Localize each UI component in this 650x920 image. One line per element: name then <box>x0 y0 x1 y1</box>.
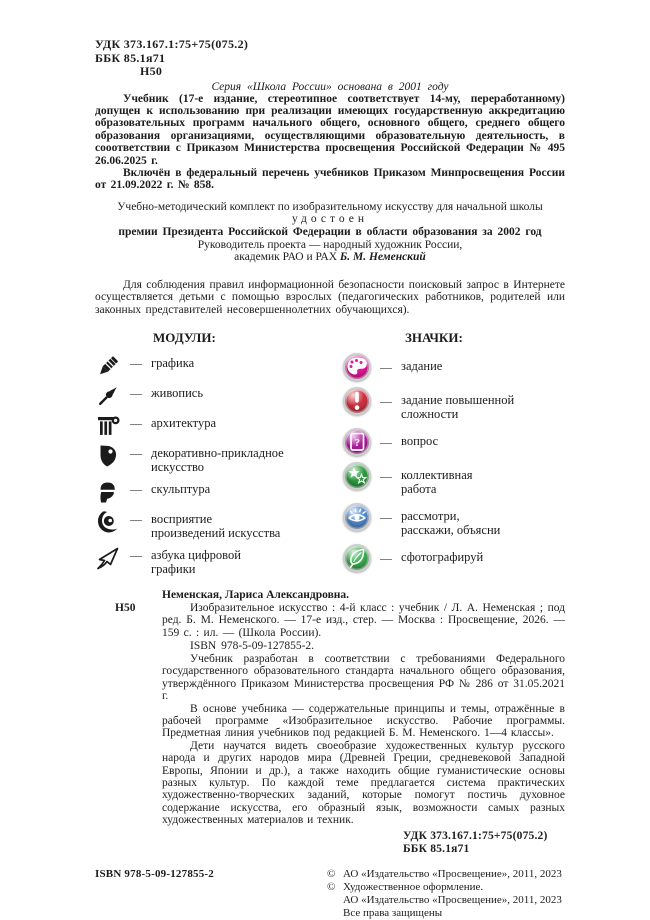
dash: — <box>130 511 142 526</box>
classification-codes <box>95 38 565 79</box>
module-label: декоративно-прикладное искусство <box>151 445 284 475</box>
project-lead-line: Руководитель проекта — народный художник России, <box>197 238 463 251</box>
badge-item <box>343 387 565 422</box>
dash: — <box>130 415 142 430</box>
eye-icon <box>95 509 121 535</box>
award-line-2: удостоен <box>291 213 369 226</box>
legend-section <box>95 330 565 581</box>
academic-line <box>95 251 565 264</box>
copyright-row: © АО «Издательство «Просвещение», 2011, 2023 <box>327 867 562 880</box>
safety-paragraph: Для соблюдения правил информационной безопасности поисковый запрос в Интернете осуществляется детьми с помощью взрослых (педагогических работников, родителей или законных представителей несовершеннолетних обучающихся). <box>95 278 565 316</box>
stars-badge-icon <box>343 462 371 490</box>
bbk-code: ББК 85.1я71 <box>95 50 166 65</box>
badge-item <box>343 353 565 381</box>
udk-code-bottom: УДК 373.167.1:75+75(075.2) <box>403 829 548 842</box>
admission-paragraph: Учебник (17-е издание, стереотипное соответствует 14-му, переработанному) допущен к использованию при реализации имеющих государственную аккредитацию образовательных программ начального общего, основного общего, среднего общего образования организациями, осуществляющими образовательную деятельность, в сооответствии с Приказом Министерства просвещения Российской Федерации № 495 26.06.2025 г. <box>95 92 565 167</box>
shield-icon <box>95 443 121 469</box>
isbn-line: ISBN 978-5-09-127855-2. <box>190 640 315 653</box>
award-line-3: премии Президента Российской Федерации в области образования за 2002 год <box>118 225 542 238</box>
copyright-sign <box>327 894 343 907</box>
module-item <box>95 545 343 577</box>
copyright-sign <box>327 907 343 920</box>
margin-author-code: Н50 <box>115 601 136 614</box>
eye-badge-icon <box>343 503 371 531</box>
badge-item <box>343 503 565 538</box>
module-item <box>95 413 343 439</box>
dash: — <box>130 445 142 460</box>
copyright-sign: © <box>327 867 336 880</box>
module-item <box>95 353 343 379</box>
dash: — <box>130 355 142 370</box>
bbk-code-bottom: ББК 85.1я71 <box>403 842 470 855</box>
modules-header: МОДУЛИ: <box>153 329 216 345</box>
badges-header: ЗНАЧКИ: <box>405 329 463 345</box>
badge-item <box>343 544 565 572</box>
author-sign-code: Н50 <box>140 64 163 78</box>
column-icon <box>95 413 121 439</box>
dash: — <box>380 550 392 565</box>
module-item <box>95 383 343 409</box>
module-label: скульптура <box>151 481 211 496</box>
dash: — <box>130 481 142 496</box>
dash: — <box>130 547 142 562</box>
udk-code: УДК 373.167.1:75+75(075.2) <box>95 37 249 51</box>
badge-item <box>343 462 565 497</box>
question-book-badge-icon <box>343 428 371 456</box>
dash: — <box>380 509 392 524</box>
page-content <box>95 38 565 920</box>
academic-prefix: академик РАО и РАХ <box>234 251 338 264</box>
badge-label: рассмотри, расскажи, объясни <box>401 508 501 538</box>
badges-column <box>343 330 565 581</box>
sculpture-head-icon <box>95 479 121 505</box>
dash: — <box>380 359 392 374</box>
annotation-program: В основе учебника — содержательные принципы и темы, отражённые в рабочей программе «Изобразительное искусство. Рабочие программы. Предметная линия учебников под редакцией Б. М. Неменского. 1—4 классы». <box>162 702 565 740</box>
series-line: Серия «Школа России» основана в 2001 году <box>211 80 449 93</box>
modules-column <box>95 330 343 581</box>
leaf-badge-icon <box>343 544 371 572</box>
annotation-fgos: Учебник разработан в соответствии с требованиями Федерального государственного образовательного стандарта начального общего образования, утверждённого Приказом Министерства просвещения РФ № 286 от 31.05.2021 г. <box>162 652 565 703</box>
module-label: азбука цифровой графики <box>151 547 241 577</box>
module-label: графика <box>151 355 195 370</box>
copyright-row: Все права защищены <box>327 907 565 920</box>
dash: — <box>380 393 392 408</box>
svg-text:?: ? <box>354 436 360 449</box>
pencil-icon <box>95 353 121 379</box>
award-block <box>95 201 565 264</box>
catalog-description: Изобразительное искусство : 4-й класс : учебник / Л. А. Неменская ; под ред. Б. М. Неменского. — 17-е изд., стер. — Москва : Просвещение, 2026. — 159 с. : ил. — (Школа России). <box>162 601 565 639</box>
dash: — <box>130 385 142 400</box>
catalog-entry <box>115 601 565 640</box>
module-label: восприятие произведений искусства <box>151 511 281 541</box>
exclamation-badge-icon <box>343 387 371 415</box>
classification-codes-bottom <box>403 830 565 856</box>
badge-label: сфотографируй <box>401 549 484 564</box>
dash: — <box>380 468 392 483</box>
badge-label: коллективная работа <box>401 467 473 497</box>
badge-item <box>343 428 565 456</box>
module-item <box>95 509 343 541</box>
copyright-row: © Художественное оформление. <box>327 880 484 893</box>
badge-label: вопрос <box>401 433 439 448</box>
module-label: архитектура <box>151 415 217 430</box>
module-item <box>95 479 343 505</box>
copyright-block <box>327 868 565 920</box>
brush-icon <box>95 383 121 409</box>
cursor-arrow-icon <box>95 545 121 571</box>
badge-label: задание повышенной сложности <box>401 392 515 422</box>
annotation-content: Дети научатся видеть своеобразие художественных культур русского народа и других народов мира (Древней Греции, средневековой Западной Европы, Японии и др.), а также находить общие гуманистические основы разных культур. По каждой теме предлагается система практических художественно-творческих заданий, которые помогут постичь духовное содержание искусства, его образный язык, возможности самых разных художественных материалов и техник. <box>162 739 565 827</box>
copyright-row: АО «Издательство «Просвещение», 2011, 2023 <box>327 894 565 907</box>
nemensky-name: Б. М. Неменский <box>339 251 426 264</box>
bibliographic-block <box>95 589 565 856</box>
author-heading: Неменская, Лариса Александровна. <box>162 588 350 601</box>
federal-list-paragraph: Включён в федеральный перечень учебников Приказом Минпросвещения России от 21.09.2022 г. № 858. <box>95 166 565 192</box>
footer <box>95 868 565 920</box>
dash: — <box>380 434 392 449</box>
copyright-sign: © <box>327 880 336 893</box>
footer-isbn: ISBN 978-5-09-127855-2 <box>95 867 214 880</box>
module-item <box>95 443 343 475</box>
palette-badge-icon <box>343 353 371 381</box>
badge-label: задание <box>401 358 443 373</box>
module-label: живопись <box>151 385 204 400</box>
award-line-1: Учебно-методический комплект по изобразительному искусству для начальной школы <box>117 200 543 213</box>
